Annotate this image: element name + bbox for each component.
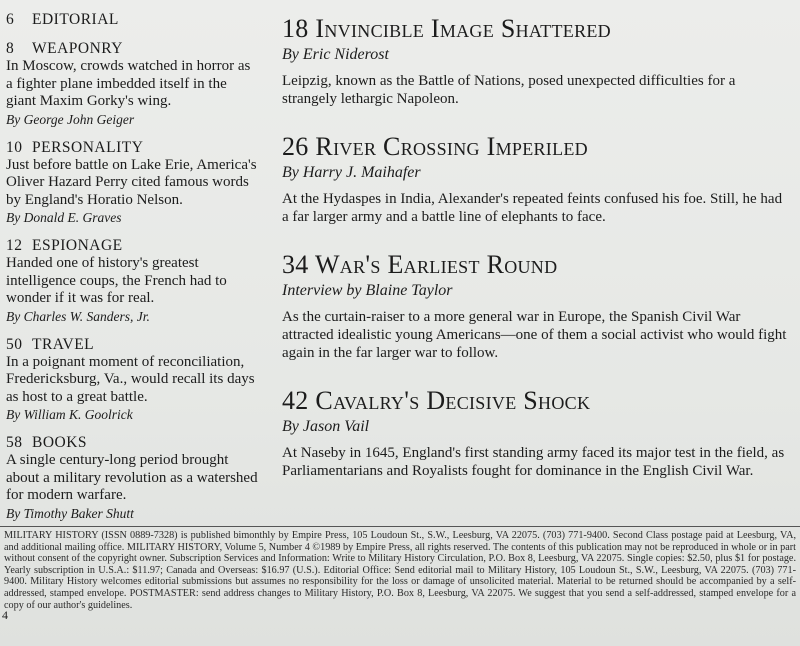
masthead-fineprint: MILITARY HISTORY (ISSN 0889-7328) is published bimonthly by Empire Press, 105 Loudoun St., S.W., Leesburg, VA 22075. (703) 771-9400. Second Class postage paid at Leesburg, VA, and additional mailing office. MILITARY HISTORY, Volume 5, Number 4 ©1989 by Empire Press, all rights reserved. The contents of this publication may not be reproduced in whole or in part without consent of the copyright owner. Subscription Services and Information: Write to Military History Circulation, P.O. Box 8, Leesburg, VA 22075. Single copies: $2.50, plus $1 for postage. Yearly subscription in U.S.A.: $11.97; Canada and Overseas: $16.97 (U.S.). Editorial Office: Send editorial mail to Military History, 105 Loudoun St., S.W., Leesburg, VA 22075. (703) 771-9400. Military History welcomes editorial submissions but assumes no responsibility for the loss or damage of unsolicited material. Material to be returned should be accompanied by a self-addressed, stamped envelope. POSTMASTER: send address changes to Military History, P.O. Box 8, Leesburg, VA 22075. We suggest that you send a self-addressed, stamped envelope for a copy of our author's guidelines. <box>4 530 796 611</box>
feature-title: War's Earliest Round <box>314 250 558 279</box>
department-entry <box>6 39 258 128</box>
department-byline: By Timothy Baker Shutt <box>6 505 134 521</box>
department-byline: By Charles W. Sanders, Jr. <box>6 308 150 324</box>
department-description: In a poignant moment of reconciliation, Fredericksburg, Va., would recall its days as host to a great battle. <box>6 353 255 405</box>
department-page-number: 58 <box>6 434 23 451</box>
department-page-number: 12 <box>6 237 23 254</box>
feature-entry <box>282 250 792 362</box>
department-entry <box>6 433 258 522</box>
feature-page-number: 18 <box>282 14 309 43</box>
department-page-number: 8 <box>6 40 15 57</box>
feature-byline: Interview by Blaine Taylor <box>282 282 453 299</box>
department-name: TRAVEL <box>32 335 95 353</box>
department-page-number: 6 <box>6 11 15 28</box>
feature-byline: By Harry J. Maihafer <box>282 164 421 181</box>
department-name: BOOKS <box>32 434 88 451</box>
feature-page-number: 34 <box>282 250 309 279</box>
department-description: Handed one of history's greatest intelligence coups, the French had to wonder if it was for real. <box>6 255 227 306</box>
department-entry <box>6 335 258 424</box>
feature-entry <box>282 14 792 108</box>
department-page-number: 10 <box>6 138 23 156</box>
feature-title: Invincible Image Shattered <box>315 14 611 43</box>
department-description: In Moscow, crowds watched in horror as a fighter plane imbedded itself in the giant Maxim Gorky's wing. <box>6 58 251 109</box>
department-name: WEAPONRY <box>32 40 123 57</box>
feature-byline: By Eric Niderost <box>282 46 389 63</box>
departments-column <box>6 10 258 532</box>
footer-divider <box>0 526 800 527</box>
department-name: ESPIONAGE <box>32 237 123 254</box>
department-byline: By Donald E. Graves <box>6 210 122 225</box>
feature-byline: By Jason Vail <box>282 418 370 435</box>
department-name: PERSONALITY <box>32 138 144 156</box>
feature-description: As the curtain-raiser to a more general war in Europe, the Spanish Civil War attracted idealistic young Americans—one of them a social activist who would fight again in the far larger war to follow. <box>282 309 787 361</box>
feature-page-number: 26 <box>282 132 309 161</box>
department-entry <box>6 10 258 29</box>
department-entry <box>6 236 258 325</box>
department-page-number: 50 <box>6 335 23 353</box>
features-column <box>282 14 792 504</box>
department-byline: By George John Geiger <box>6 111 135 127</box>
feature-entry <box>282 386 792 480</box>
page-number: 4 <box>2 608 8 622</box>
feature-page-number: 42 <box>282 386 309 415</box>
department-description: Just before battle on Lake Erie, America's Oliver Hazard Perry cited famous words by England's Horatio Nelson. <box>6 156 257 208</box>
department-name: EDITORIAL <box>32 11 119 28</box>
feature-entry <box>282 132 792 226</box>
department-entry <box>6 138 258 227</box>
feature-description: At Naseby in 1645, England's first standing army faced its major test in the field, as Parliamentarians and Royalists fought for dominance in the English Civil War. <box>282 445 785 479</box>
department-byline: By William K. Goolrick <box>6 407 133 422</box>
feature-description: At the Hydaspes in India, Alexander's repeated feints confused his foe. Still, he had a far larger army and a battle line of elephants to face. <box>282 191 783 225</box>
feature-title: Cavalry's Decisive Shock <box>315 386 591 415</box>
feature-description: Leipzig, known as the Battle of Nations, posed unexpected difficulties for a strangely lethargic Napoleon. <box>282 73 736 107</box>
feature-title: River Crossing Imperiled <box>315 132 588 161</box>
department-description: A single century-long period brought about a military revolution as a watershed for modern warfare. <box>6 452 258 503</box>
